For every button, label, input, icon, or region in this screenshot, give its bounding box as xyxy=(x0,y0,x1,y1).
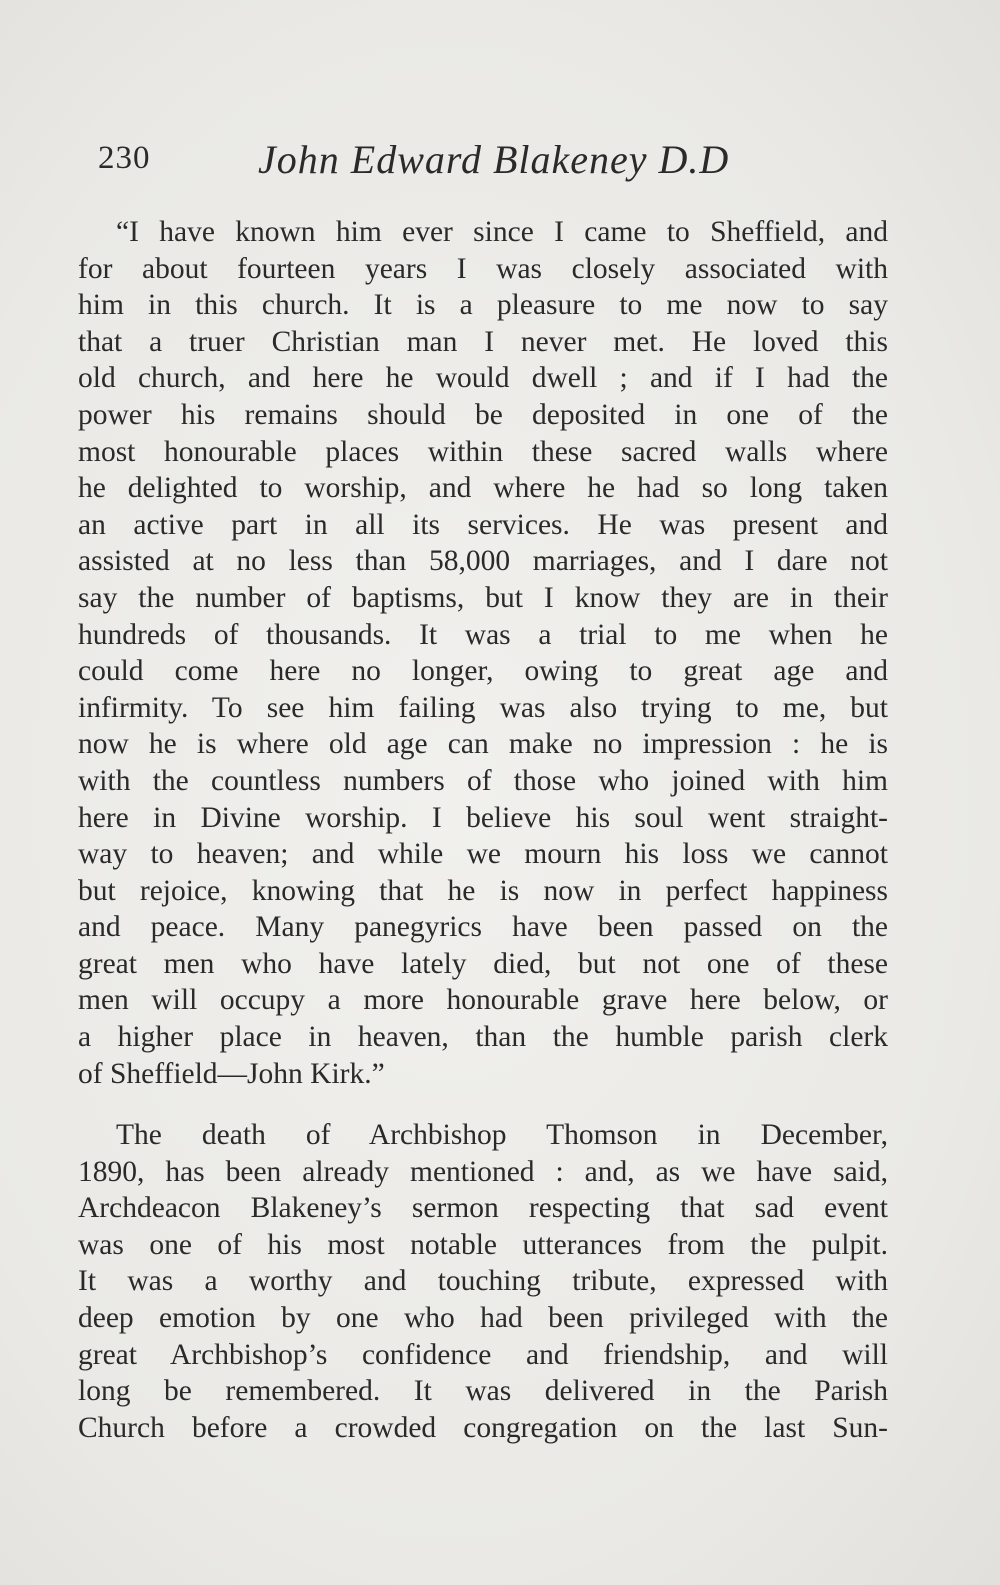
text-line: an active part in all its services. He was present and xyxy=(78,508,888,541)
paragraph-narrative xyxy=(78,1117,888,1446)
text-line: he delighted to worship, and where he had so long taken xyxy=(78,472,888,505)
text-line: for about fourteen years I was closely associated with xyxy=(78,252,888,285)
text-line: now he is where old age can make no impression : he is xyxy=(78,728,888,761)
text-line: here in Divine worship. I believe his soul went straight- xyxy=(78,801,888,834)
text-line: great men who have lately died, but not one of these xyxy=(78,947,888,980)
text-line: assisted at no less than 58,000 marriages, and I dare not xyxy=(78,545,888,578)
text-line: a higher place in heaven, than the humble parish clerk xyxy=(78,1021,888,1054)
text-line: say the number of baptisms, but I know they are in their xyxy=(78,581,888,614)
page-header xyxy=(98,128,898,188)
text-line: most honourable places within these sacred walls where xyxy=(78,435,888,468)
text-line: great Archbishop’s confidence and friendship, and will xyxy=(78,1338,888,1371)
text-line: was one of his most notable utterances from the pulpit. xyxy=(78,1228,888,1261)
text-line: way to heaven; and while we mourn his loss we cannot xyxy=(78,838,888,871)
text-line: The death of Archbishop Thomson in December, xyxy=(116,1119,888,1151)
text-line: long be remembered. It was delivered in the Parish xyxy=(78,1375,888,1408)
page-number: 230 xyxy=(98,140,151,176)
text-line: power his remains should be deposited in one of the xyxy=(78,398,888,431)
paragraph-quote xyxy=(78,214,888,1092)
text-line: and peace. Many panegyrics have been passed on the xyxy=(78,911,888,944)
text-line: “I have known him ever since I came to Sheffield, and xyxy=(116,216,888,248)
text-line: of Sheffield—John Kirk.” xyxy=(78,1057,385,1090)
text-line: old church, and here he would dwell ; and if I had the xyxy=(78,362,888,395)
text-line: could come here no longer, owing to great age and xyxy=(78,655,888,688)
text-line: deep emotion by one who had been privileged with the xyxy=(78,1301,888,1334)
text-line: men will occupy a more honourable grave here below, or xyxy=(78,984,888,1017)
running-head: John Edward Blakeney D.D xyxy=(258,137,730,182)
text-line: him in this church. It is a pleasure to me now to say xyxy=(78,289,888,322)
text-line: but rejoice, knowing that he is now in perfect happiness xyxy=(78,874,888,907)
text-line: with the countless numbers of those who joined with him xyxy=(78,764,888,797)
text-line: 1890, has been already mentioned : and, as we have said, xyxy=(78,1155,888,1188)
text-line: that a truer Christian man I never met. He loved this xyxy=(78,325,888,358)
text-line: hundreds of thousands. It was a trial to me when he xyxy=(78,618,888,651)
text-line: Archdeacon Blakeney’s sermon respecting that sad event xyxy=(78,1192,888,1225)
text-line: Church before a crowded congregation on the last Sun- xyxy=(78,1411,888,1444)
text-line: It was a worthy and touching tribute, expressed with xyxy=(78,1265,888,1298)
text-line: infirmity. To see him failing was also trying to me, but xyxy=(78,691,888,724)
